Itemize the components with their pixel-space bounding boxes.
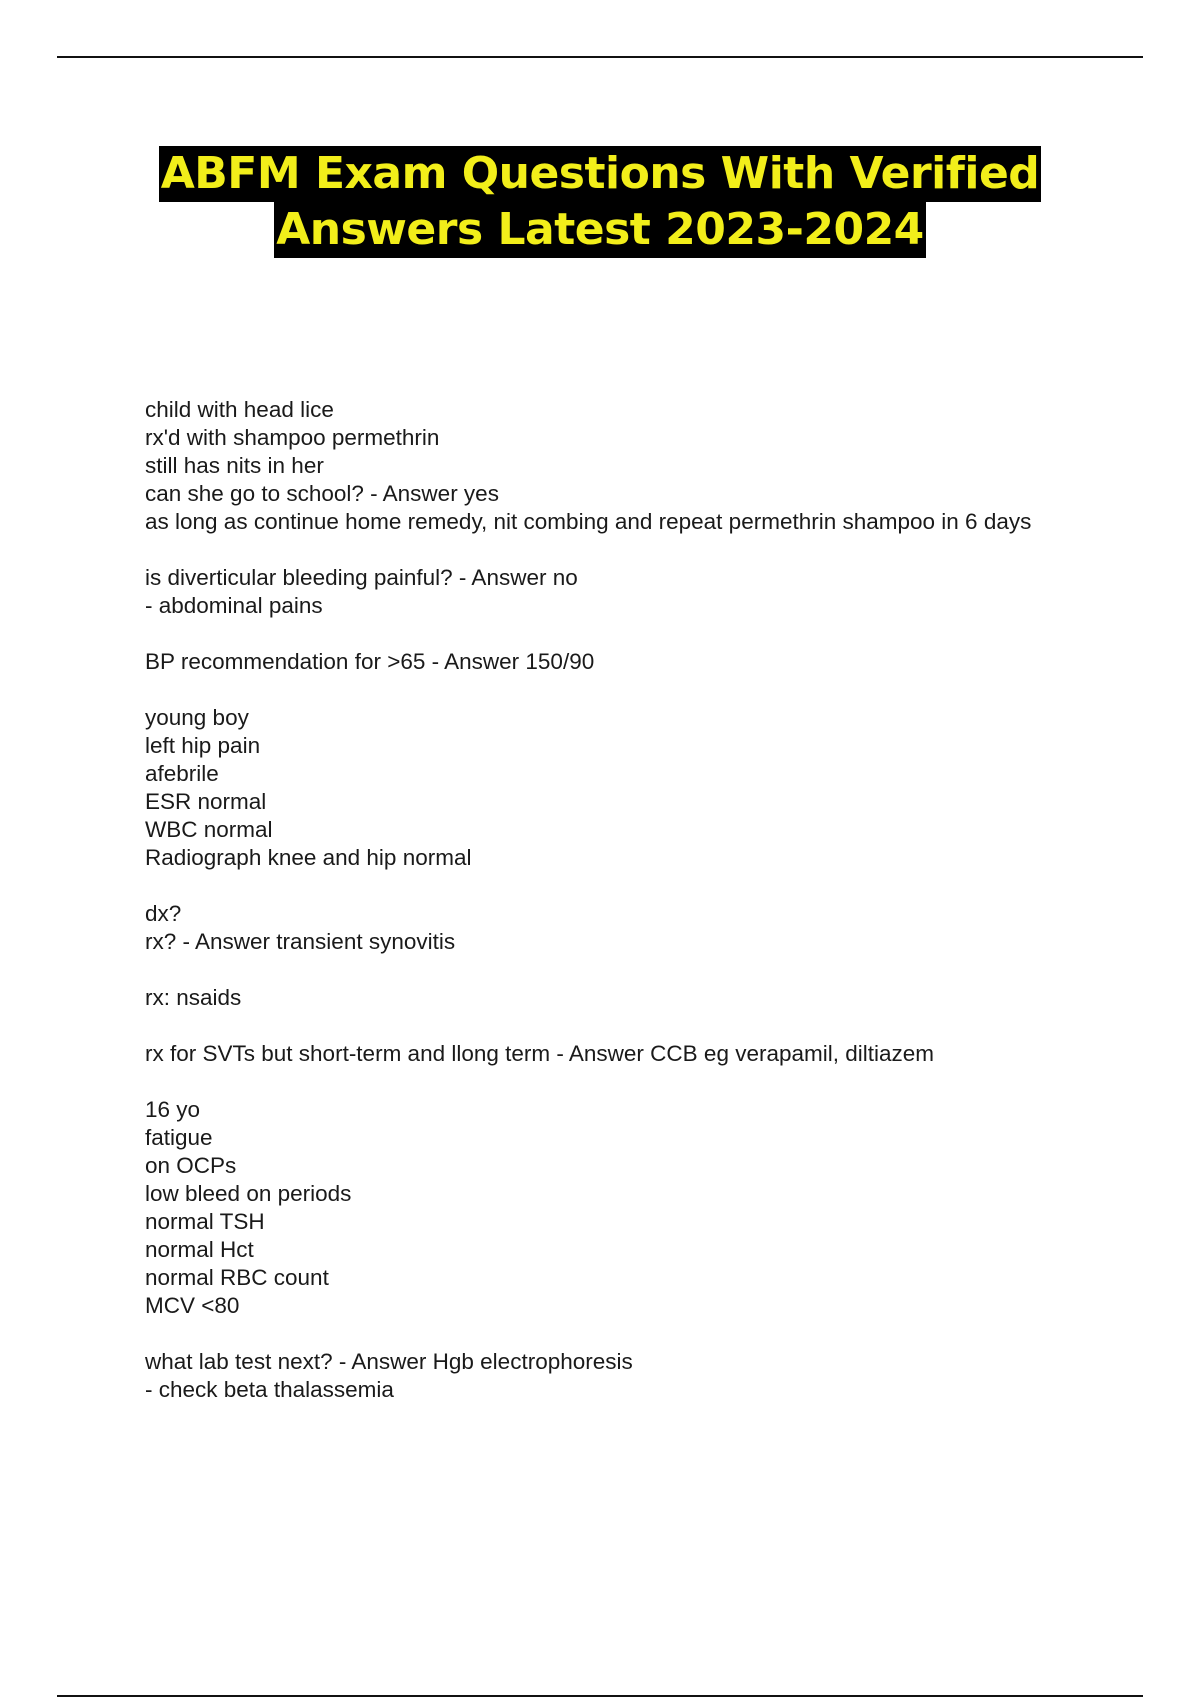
entry-line: as long as continue home remedy, nit combing and repeat permethrin shampoo in 6 days	[145, 509, 1032, 534]
title-line-2: Answers Latest 2023-2024	[274, 202, 926, 258]
entry-line: WBC normal	[145, 817, 273, 842]
entry-line: still has nits in her	[145, 453, 324, 478]
entry-line: Radiograph knee and hip normal	[145, 845, 472, 870]
entry-line: young boy	[145, 705, 249, 730]
qa-entry-diverticular	[145, 564, 1065, 620]
entry-line: low bleed on periods	[145, 1181, 352, 1206]
entry-line: ESR normal	[145, 789, 267, 814]
qa-entry-bp	[145, 648, 1065, 676]
entry-line: - abdominal pains	[145, 593, 323, 618]
qa-entry-svt	[145, 1040, 1065, 1068]
entry-line: rx'd with shampoo permethrin	[145, 425, 440, 450]
entry-line: 16 yo	[145, 1097, 201, 1122]
entry-line: fatigue	[145, 1125, 213, 1150]
top-rule	[57, 56, 1143, 58]
entry-line: normal RBC count	[145, 1265, 329, 1290]
entry-line: rx: nsaids	[145, 985, 242, 1010]
qa-entry-nsaids	[145, 984, 1065, 1012]
entry-line: normal Hct	[145, 1237, 254, 1262]
qa-entry-hip-pain	[145, 704, 1065, 872]
entry-line: what lab test next? - Answer Hgb electrophoresis	[145, 1349, 633, 1374]
entry-line: MCV <80	[145, 1293, 240, 1318]
document-title	[0, 146, 1200, 258]
bottom-rule	[57, 1695, 1143, 1697]
entry-line: rx? - Answer transient synovitis	[145, 929, 456, 954]
entry-line: dx?	[145, 901, 182, 926]
entry-line: rx for SVTs but short-term and llong term - Answer CCB eg verapamil, diltiazem	[145, 1041, 935, 1066]
entry-line: on OCPs	[145, 1153, 237, 1178]
qa-entry-head-lice	[145, 396, 1065, 536]
entry-line: afebrile	[145, 761, 219, 786]
title-line-1: ABFM Exam Questions With Verified	[159, 146, 1042, 202]
entry-line: is diverticular bleeding painful? - Answer no	[145, 565, 578, 590]
qa-entry-lab-test	[145, 1348, 1065, 1404]
qa-entry-dx-rx	[145, 900, 1065, 956]
entry-line: BP recommendation for >65 - Answer 150/90	[145, 649, 595, 674]
entry-line: child with head lice	[145, 397, 334, 422]
entry-line: left hip pain	[145, 733, 261, 758]
entry-line: - check beta thalassemia	[145, 1377, 394, 1402]
entry-line: can she go to school? - Answer yes	[145, 481, 499, 506]
document-body	[145, 396, 1065, 1432]
entry-line: normal TSH	[145, 1209, 265, 1234]
qa-entry-fatigue	[145, 1096, 1065, 1320]
